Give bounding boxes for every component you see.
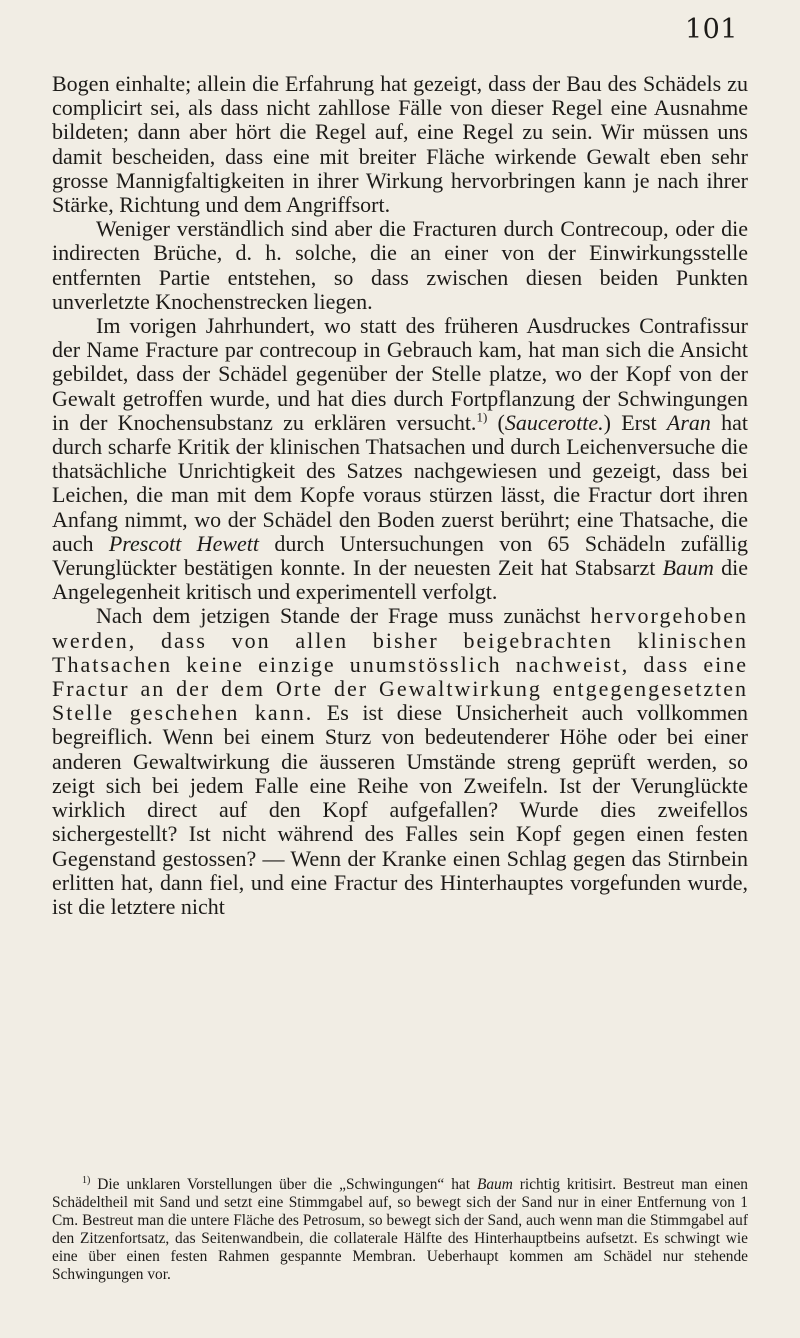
- text-run: die Angelegenheit kritisch und experimentell verfolgt.: [52, 555, 748, 605]
- text-run: durch Untersuchungen von 65 Schädeln zufällig Verunglückter bestätigen konnte. In der neuesten Zeit hat Stabsarzt: [52, 530, 749, 581]
- author-name: Saucerotte.: [504, 409, 604, 435]
- page-number: 101: [684, 14, 738, 45]
- paragraph: [52, 217, 748, 314]
- footnote: [52, 1176, 748, 1285]
- author-name: Baum: [662, 555, 714, 581]
- author-name: Prescott Hewett: [108, 530, 259, 556]
- paragraph: [52, 72, 748, 217]
- text-run: Es ist diese Unsicherheit auch vollkommen begreiflich. Wenn bei einem Sturz von bedeutenderer Höhe oder bei einer anderen Gewaltwirkung die äusseren Umstände streng geprüft werden, so zeigt sich bei jedem Falle eine Reihe von Zweifeln. Ist der Verunglückte wirklich direct auf den Kopf aufgefallen? Wurde dies zweifellos sichergestellt? Ist nicht während des Falles sein Kopf gegen einen festen Gegenstand gestossen? — Wenn der Kranke einen Schlag gegen das Stirnbein erlitten hat, dann fiel, und eine Fractur des Hinterhauptes vorgefunden wurde, ist die letztere nicht: [52, 700, 748, 919]
- main-text: [52, 72, 748, 919]
- text-run: Bogen einhalte; allein die Erfahrung hat gezeigt, dass der Bau des Schädels zu complicirt sei, als dass nicht zahllose Fälle von dieser Regel eine Ausnahme bildeten; dann aber hört die Regel auf, eine Regel zu sein. Wir müssen uns damit bescheiden, dass eine mit breiter Fläche wirkende Gewalt eben sehr grosse Mannigfaltigkeiten in ihrer Wirkung hervorbringen kann je nach ihrer Stärke, Richtung und dem Angriffsort.: [52, 71, 748, 218]
- paragraph: [52, 604, 748, 919]
- text-run: Die unklaren Vorstellungen über die „Schwingungen“ hat: [90, 1176, 477, 1193]
- emphasized-text: hervorgehoben werden, dass von allen bisher beigebrachten klinischen Thatsachen keine einzige unumstösslich nachweist, dass eine Fractur an der dem Orte der Gewaltwirkung entgegengesetzten Stelle geschehen kann.: [52, 603, 748, 726]
- footnote-text: [52, 1176, 748, 1283]
- author-name: Aran: [666, 409, 711, 435]
- author-name: Baum: [476, 1176, 513, 1193]
- text-run: Weniger verständlich sind aber die Fracturen durch Contrecoup, oder die indirecten Brüche, d. h. solche, die an einer von der Einwirkungsstelle entfernten Partie entstehen, so dass zwischen diesen beiden Punkten unverletzte Knochenstrecken liegen.: [52, 216, 748, 314]
- text-run: ) Erst: [603, 409, 667, 435]
- text-run: Im vorigen Jahrhundert, wo statt des früheren Ausdruckes Contrafissur der Name Fracture par contrecoup in Gebrauch kam, hat man sich die Ansicht gebildet, dass der Schädel gegenüber der Stelle platze, wo der Kopf von der Gewalt getroffen wurde, und hat dies durch Fortpflanzung der Schwingungen in der Knochensubstanz zu erklären versucht.: [52, 313, 748, 435]
- footnote-marker: 1): [82, 1174, 91, 1186]
- text-run: hat durch scharfe Kritik der klinischen Thatsachen und durch Leichenversuche die thatsächliche Unrichtigkeit des Satzes nachgewiesen und gezeigt, dass bei Leichen, die man mit dem Kopfe voraus stürzen lässt, die Fractur dort ihren Anfang nimmt, wo der Schädel den Boden zuerst berührt; eine Thatsache, die auch: [52, 409, 748, 556]
- text-run: (: [487, 409, 505, 435]
- text-run: Nach dem jetzigen Stande der Frage muss zunächst: [96, 603, 591, 629]
- footnote-reference: 1): [476, 409, 488, 425]
- text-run: richtig kritisirt. Bestreut man einen Schädeltheil mit Sand und setzt eine Stimmgabel auf, so bewegt sich der Sand nur in einer Entfernung von 1 Cm. Bestreut man die untere Fläche des Petrosum, so bewegt sich der Sand, auch wenn man die Stimmgabel auf den Zitzenfortsatz, das Seitenwandbein, die collaterale Hälfte des Hinterhauptbeins aufsetzt. Es schwingt wie eine über einen festen Rahmen gespannte Membran. Ueberhaupt kommen am Schädel nur stehende Schwingungen vor.: [52, 1176, 748, 1284]
- paragraph: [52, 314, 748, 604]
